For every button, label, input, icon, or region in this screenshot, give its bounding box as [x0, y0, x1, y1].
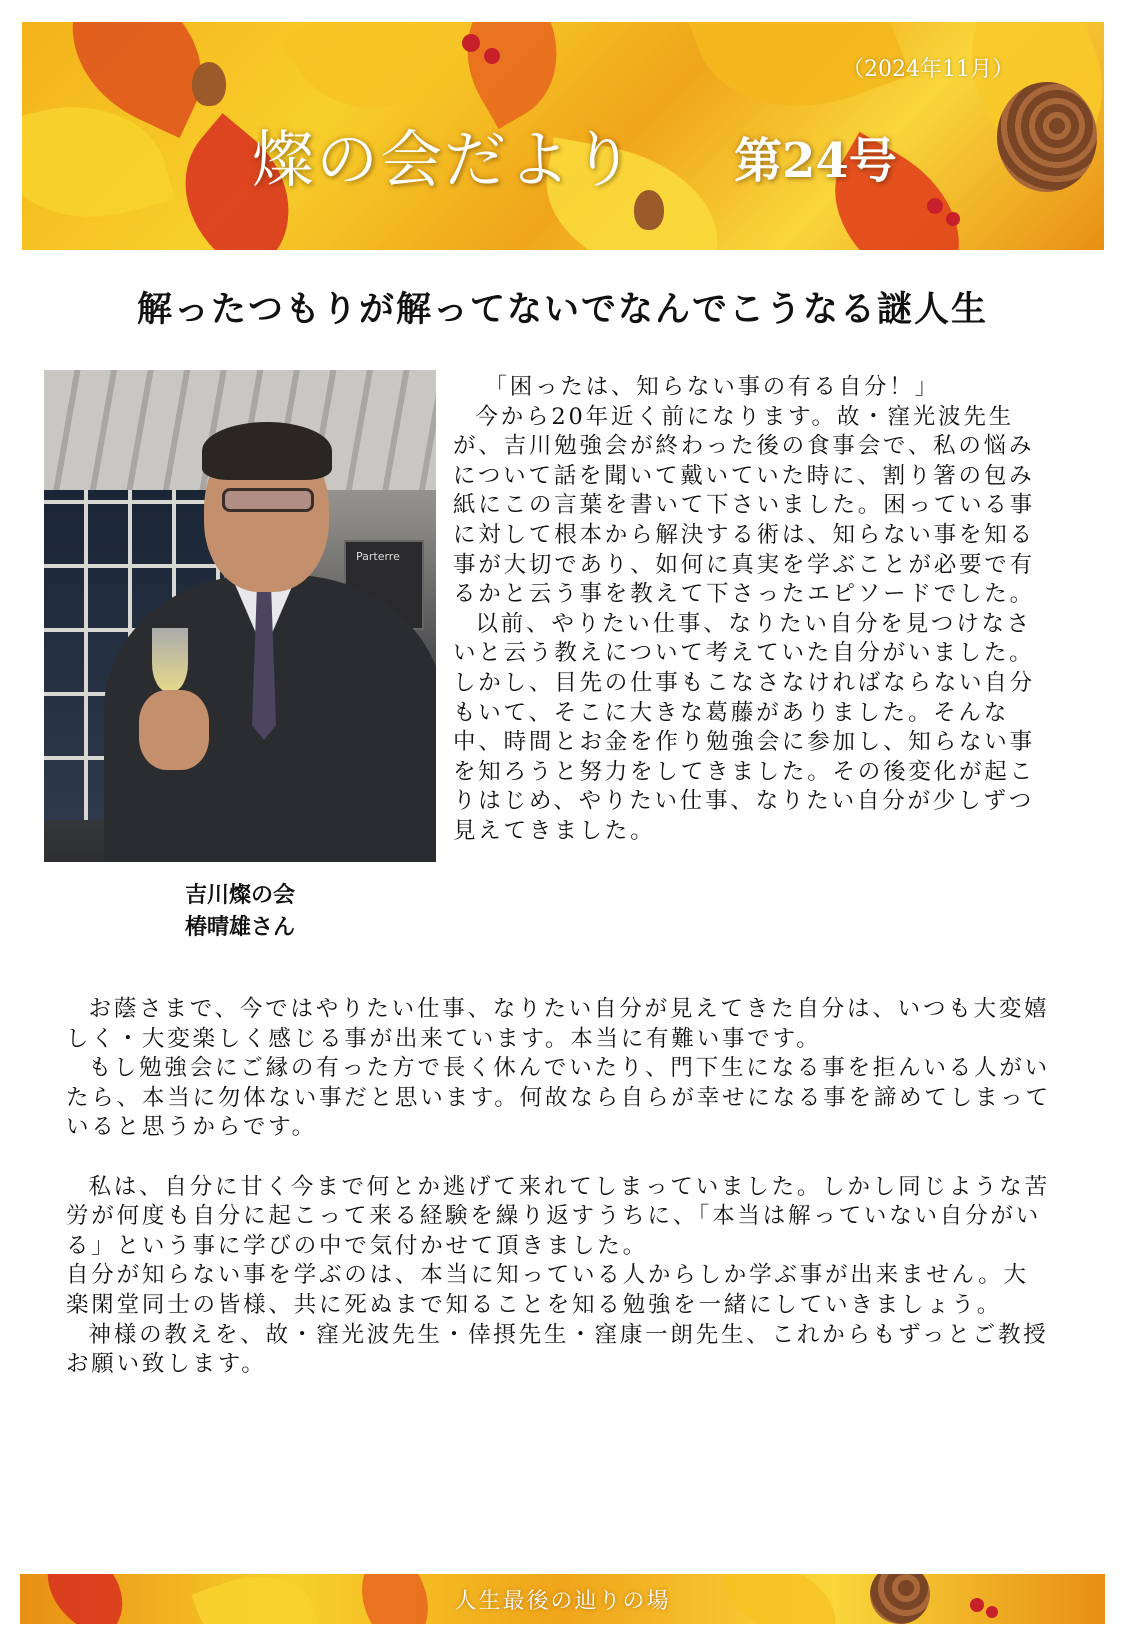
footer-slogan: 人生最後の辿りの場: [454, 1589, 671, 1614]
paragraph-spacer: [66, 1143, 1051, 1173]
header-banner: [22, 22, 1104, 250]
body-paragraph: お蔭さまで、今ではやりたい仕事、なりたい自分が見えてきた自分は、いつも大変嬉しく・大変楽しく感じる事が出来ています。本当に有難い事です。: [66, 996, 1050, 1052]
body-paragraph: もし勉強会にご縁の有った方で長く休んでいたり、門下生になる事を拒んいる人がいたら、本当に勿体ない事だと思います。何故なら自らが幸せになる事を諦めてしまっていると思うからです。: [66, 1055, 1051, 1141]
caption-person-name: 椿晴雄さん: [184, 915, 295, 940]
body-paragraph: 私は、自分に甘く今まで何とか逃げて来れてしまっていました。しかし同じような苦労が何度も自分に起こって来る経験を繰り返すうちに、「本当は解っていない自分がいる」という事に学びの中で気付かせて頂きました。: [66, 1173, 1050, 1259]
photo-wine-glass: [152, 628, 188, 692]
acorn-decoration: [192, 62, 226, 106]
body-paragraph: 以前、やりたい仕事、なりたい自分を見つけなさいと云う教えについて考えていた自分がいました。しかし、目先の仕事もこなさなければならない自分もいて、そこに大きな葛藤がありました。そんな中、時間とお金を作り勉強会に参加し、知らない事を知ろうと努力をしてきました。その後変化が起こりはじめ、やりたい仕事、なりたい自分が少しずつ見えてきました。: [453, 610, 1035, 844]
article-full-text: [66, 995, 1051, 1380]
berry-decoration: [927, 198, 943, 214]
photo-glasses: [222, 488, 314, 512]
issue-date: （2024年11月）: [842, 57, 1014, 82]
acorn-decoration: [634, 190, 664, 230]
article-column-text: [453, 373, 1043, 847]
photo-hair: [202, 422, 332, 480]
photo-caption: [44, 880, 436, 944]
pinecone-decoration: [997, 82, 1097, 192]
caption-group: 吉川燦の会: [184, 883, 295, 908]
body-paragraph: 自分が知らない事を学ぶのは、本当に知っている人からしか学ぶ事が出来ません。大楽閑堂同士の皆様、共に死ぬまで知ることを知る勉強を一緒にしていきましょう。: [66, 1262, 1029, 1318]
quote-paragraph: 「困ったは、知らない事の有る自分！」: [484, 374, 940, 400]
photo-sign-text: Parterre: [356, 550, 400, 563]
berry-decoration: [484, 48, 500, 64]
body-paragraph: 神様の教えを、故・窪光波先生・倖摂先生・窪康一朗先生、これからもずっとご教授お願い致します。: [66, 1321, 1049, 1378]
body-paragraph: 今から20年近く前になります。故・窪光波先生が、吉川勉強会が終わった後の食事会で、私の悩みについて話を聞いて戴いていた時に、割り箸の包み紙にこの言葉を書いて下さいました。困っている事に対して根本から解決する術は、知らない事を知る事が大切であり、如何に真実を学ぶことが必要で有るかと云う事を教えて下さったエピソードでした。: [453, 403, 1035, 608]
portrait-photo: [44, 370, 436, 862]
berry-decoration: [946, 212, 960, 226]
footer-banner: [20, 1574, 1105, 1624]
newsletter-title: 燦の会だより: [252, 123, 637, 196]
photo-hand: [139, 690, 209, 770]
issue-number: 第24号: [734, 133, 897, 189]
berry-decoration: [462, 34, 480, 52]
article-headline: 解ったつもりが解ってないでなんでこうなる謎人生: [136, 289, 988, 330]
